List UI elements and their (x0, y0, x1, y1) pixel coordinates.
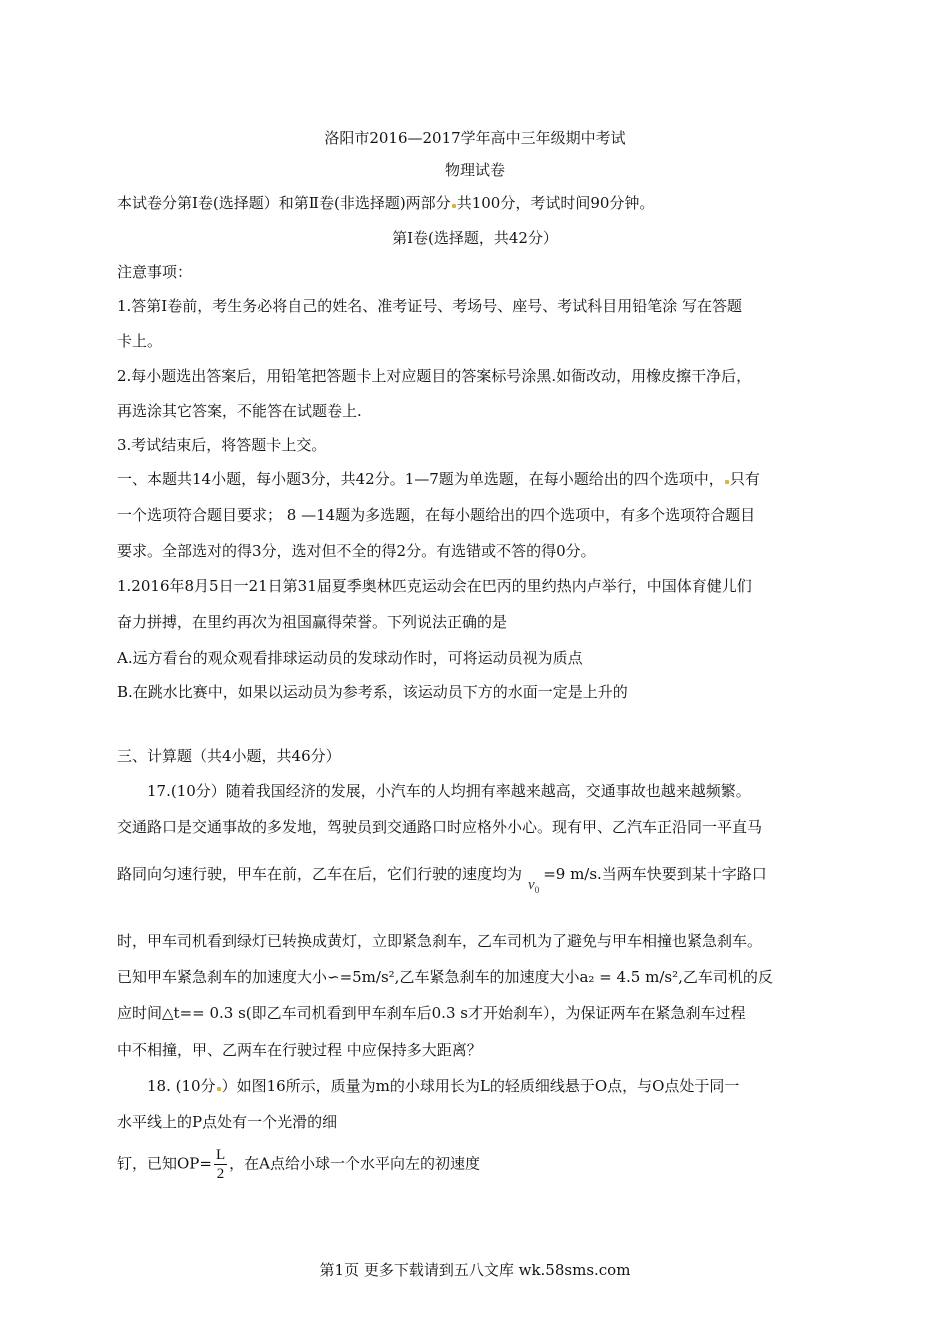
notice-1-line-2: 卡上。 (117, 332, 163, 350)
intro-line (117, 193, 654, 213)
question-17-line-3 (117, 864, 767, 895)
exam-title: 洛阳市2016—2017学年高中三年级期中考试 (324, 129, 626, 147)
q18-text-d: ，在A点给小球一个水平向左的初速度 (229, 1154, 480, 1173)
q17-text-b: =9 m/s.当两车快要到某十字路口 (543, 865, 767, 883)
question-1-option-b: B.在跳水比赛中，如果以运动员为参考系，该运动员下方的水面一定是上升的 (117, 683, 628, 701)
section1-line-2: 一个选项符合题目要求； 8 —14题为多选题，在每小题给出的四个选项中，有多个选项符合题目 (117, 506, 756, 524)
fraction-denominator: 2 (216, 1166, 225, 1182)
question-17-line-6: 应时间△t== 0.3 s(即乙车司机看到甲车刹车后0.3 s才开始刹车），为保证两车在紧急刹车过程 (117, 1004, 746, 1022)
intro-text-b: 共100分，考试时间90分钟。 (456, 194, 655, 212)
part1-heading: 第Ⅰ卷(选择题，共42分） (392, 229, 558, 247)
intro-text-a: 本试卷分第Ⅰ卷(选择题）和第Ⅱ卷(非选择题)两部分 (117, 194, 451, 212)
page-footer: 第1页 更多下载请到五八文库 wk.58sms.com (319, 1261, 631, 1279)
highlight-mark (452, 204, 456, 208)
question-17-line-1: 17.(10分）随着我国经济的发展，小汽车的人均拥有率越来越高，交通事故也越来越频繁。 (147, 782, 751, 800)
question-17-line-7: 中不相撞，甲、乙两车在行驶过程 中应保持多大距离？ (117, 1041, 482, 1059)
q18-text-c: 钉，已知OP= (117, 1154, 212, 1173)
exam-subtitle: 物理试卷 (444, 161, 505, 179)
highlight-mark (217, 1087, 221, 1091)
notice-3: 3.考试结束后，将答题卡上交。 (117, 436, 327, 454)
notice-heading: 注意事项： (117, 263, 193, 281)
velocity-symbol (528, 875, 539, 900)
section3-heading: 三、计算题（共4小题，共46分） (117, 747, 341, 765)
section1-line-3: 要求。全部选对的得3分，选对但不全的得2分。有选错或不答的得0分。 (117, 542, 596, 560)
question-18-line-2: 水平线上的P点处有一个光滑的细 (117, 1113, 338, 1131)
velocity-letter: v (528, 877, 535, 893)
question-1-line-2: 奋力拼搏，在里约再次为祖国赢得荣誉。下列说法正确的是 (117, 613, 508, 631)
fraction-l-over-2 (214, 1146, 227, 1183)
section1-text-a: 一、本题共14小题，每小题3分，共42分。1—7题为单选题，在每小题给出的四个选项中， (117, 470, 724, 488)
question-18-line-1 (147, 1076, 739, 1096)
q18-text-a: 18. (10分 (147, 1077, 216, 1095)
notice-1-line-1: 1.答第Ⅰ卷前，考生务必将自己的姓名、准考证号、考场号、座号、考试科目用铅笔涂 写在答题 (117, 297, 743, 315)
question-17-line-5: 已知甲车紧急刹车的加速度大小∽=5m/s²,乙车紧急刹车的加速度大小a₂ = 4.5 m/s²,乙车司机的反 (117, 968, 773, 986)
section1-line-1 (117, 469, 760, 489)
section1-text-b: 只有 (729, 470, 760, 488)
question-1-option-a: A.远方看台的观众观看排球运动员的发球动作时，可将运动员视为质点 (117, 649, 583, 667)
question-17-line-2: 交通路口是交通事故的多发地，驾驶员到交通路口时应格外小心。现有甲、乙汽车正沿同一平直马 (117, 818, 763, 836)
notice-2-line-2: 再选涂其它答案，不能答在试题卷上. (117, 402, 362, 420)
q18-text-b: ）如图16所示，质量为m的小球用长为L的轻质细线悬于O点，与O点处于同一 (221, 1077, 740, 1095)
question-17-line-4: 时，甲车司机看到绿灯已转换成黄灯，立即紧急刹车，乙车司机为了避免与甲车相撞也紧急刹车。 (117, 932, 763, 950)
q17-text-a: 路同向匀速行驶，甲车在前，乙车在后，它们行驶的速度均为 (117, 865, 523, 883)
notice-2-line-1: 2.每小题选出答案后，用铅笔把答题卡上对应题目的答案标号涂黑.如衙改动，用橡皮擦干净后， (117, 367, 752, 385)
velocity-subscript: 0 (534, 885, 540, 895)
highlight-mark (725, 480, 729, 484)
question-18-line-3 (117, 1146, 480, 1183)
fraction-numerator: L (215, 1147, 226, 1163)
question-1-line-1: 1.2016年8月5日一21日第31届夏季奥林匹克运动会在巴丙的里约热内卢举行，中国体育健儿们 (117, 577, 752, 595)
